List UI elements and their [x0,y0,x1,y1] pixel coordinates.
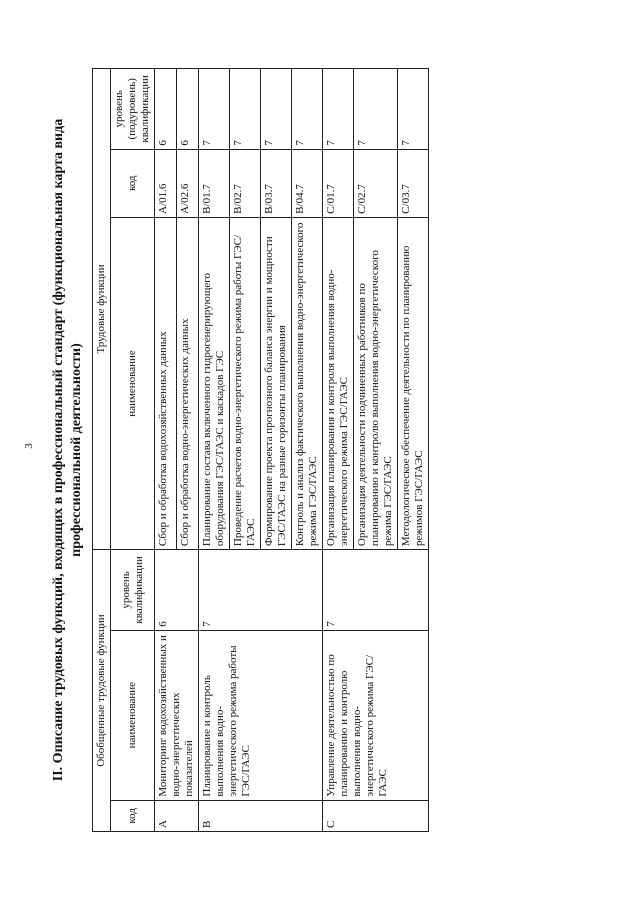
function-level: 7 [261,69,292,150]
group-name: Планирование и контроль выполнения водно-энергетического режима работы ГЭС/ГАЭС [199,630,323,800]
function-name: Сбор и обработка водно-энергетических данных [177,217,199,549]
function-name: Сбор и обработка водохозяйственных данных [155,217,177,549]
group-level: 6 [155,550,199,631]
function-code: A/01.6 [155,149,177,217]
header-name: наименование [111,630,155,800]
heading-line-2: профессиональной деятельности) [69,343,84,557]
function-name: Планирование состава включенного гидрогенерирующего оборудования ГЭС/ГАЭС и каскадов ГЭС [199,217,230,549]
function-code: C/02.7 [354,149,398,217]
function-name: Организация деятельности подчиненных работников по планированию и контролю выполнения водно-энергетического режима ГЭС/ГАЭС [354,217,398,549]
group-level: 7 [199,550,323,631]
header-tf-name: наименование [111,217,155,549]
group-code: B [199,800,323,831]
header-level: уровень квалификации [111,550,155,631]
header-code: код [111,800,155,831]
function-level: 7 [230,69,261,150]
function-code: A/02.6 [177,149,199,217]
function-code: C/01.7 [323,149,354,217]
function-code: B/03.7 [261,149,292,217]
table-row [323,69,354,832]
header-labor-functions: Трудовые функции [93,69,111,550]
function-level: 7 [354,69,398,150]
function-code: C/03.7 [398,149,429,217]
function-level: 7 [398,69,429,150]
header-row-columns [111,69,155,832]
function-name: Контроль и анализ фактического выполнения водно-энергетического режима ГЭС/ГАЭС [292,217,323,549]
header-row-groups [93,69,111,832]
function-code: B/04.7 [292,149,323,217]
group-name: Мониторинг водохозяйственных и водно-энергетических показателей [155,630,199,800]
header-generalized: Обобщенные трудовые функции [93,550,111,832]
table-row [199,69,230,832]
group-level: 7 [323,550,429,631]
heading-line-1: II. Описание трудовых функций, входящих в профессиональный стандарт (функциональная карта вида [51,118,66,782]
page-number: 3 [22,443,35,449]
function-level: 7 [323,69,354,150]
section-heading [50,60,86,840]
header-tf-level: уровень (подуровень) квалификации [111,69,155,150]
function-name: Организация планирования и контроля выполнения водно-энергетического режима ГЭС/ГАЭС [323,217,354,549]
function-level: 7 [292,69,323,150]
function-code: B/01.7 [199,149,230,217]
function-level: 6 [155,69,177,150]
header-tf-code: код [111,149,155,217]
group-code: A [155,800,199,831]
group-code: C [323,800,429,831]
functional-map-table [92,68,429,832]
function-code: B/02.7 [230,149,261,217]
function-level: 6 [177,69,199,150]
function-name: Методологическое обеспечение деятельности по планированию режимов ГЭС/ГАЭС [398,217,429,549]
function-name: Проведение расчетов водно-энергетического режима работы ГЭС/ГАЭС [230,217,261,549]
table-row [155,69,177,832]
function-name: Формирование проекта прогнозного баланса энергии и мощности ГЭС/ГАЭС на разные горизонты планирования [261,217,292,549]
group-name: Управление деятельностью по планированию и контролю выполнения водно-энергетического режима ГЭС/ГАЭС [323,630,429,800]
function-level: 7 [199,69,230,150]
rotated-page-content [50,60,610,840]
